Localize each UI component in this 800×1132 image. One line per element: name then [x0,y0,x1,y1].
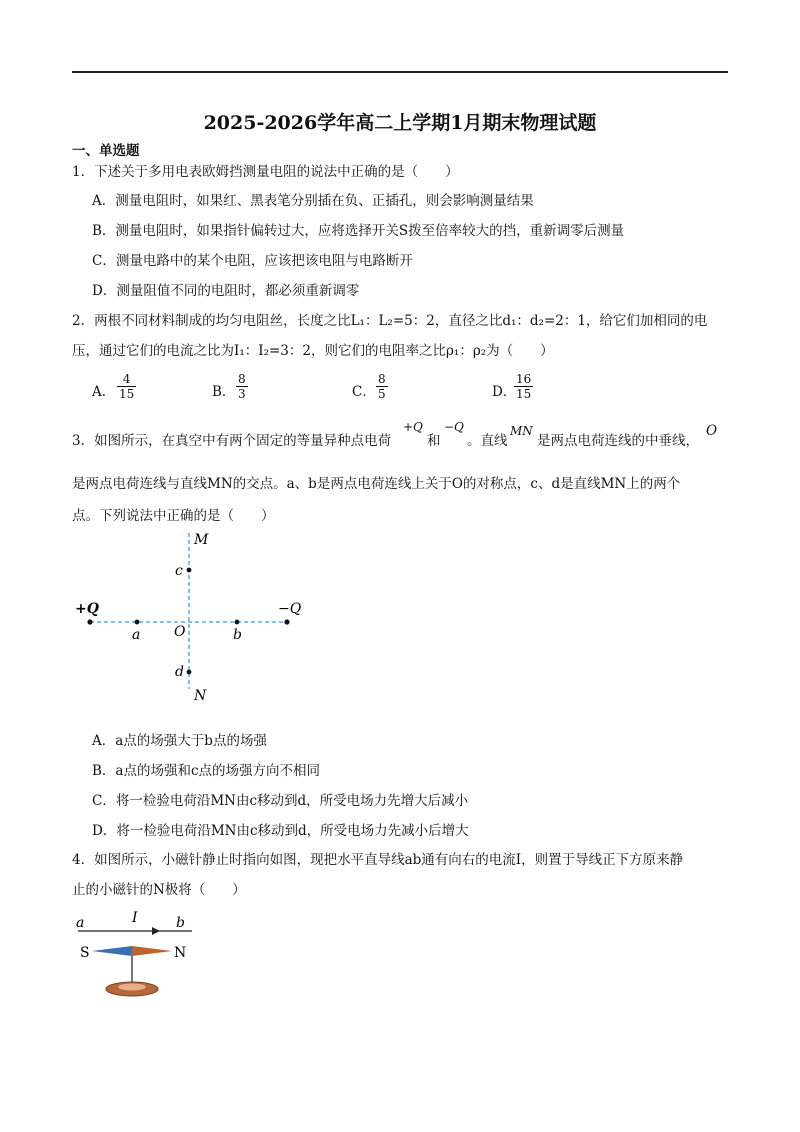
q2-option-d-fraction [514,372,533,401]
label-m: M [194,532,209,548]
q2-stem-line2: 压，通过它们的电流之比为I₁：I₂=3：2，则它们的电阻率之比ρ₁：ρ₂为（ ） [72,343,554,359]
fraction-numerator: 16 [516,372,532,386]
q2-option-d-label: D． [492,384,517,400]
q3-stem-line1-part1: 3．如图所示，在真空中有两个固定的等量异种点电荷 [72,433,392,449]
q2-stem-line1: 2．两根不同材料制成的均匀电阻丝，长度之比L₁：L₂=5：2，直径之比d₁：d₂=2：1，给它们加相同的电 [72,313,708,329]
q1-option-d: D．测量阻值不同的电阻时，都必须重新调零 [92,283,360,299]
header-rule [72,71,728,73]
q3-option-d: D．将一检验电荷沿MN由c移动到d，所受电场力先减小后增大 [92,823,469,839]
label-b: b [233,627,242,643]
q3-o: O [706,423,718,439]
q2-option-c-fraction [376,372,388,401]
label-d: d [175,664,184,680]
label-a: a [132,627,141,643]
q3-option-a: A．a点的场强大于b点的场强 [92,733,267,749]
fraction-denominator: 15 [119,387,135,401]
q2-option-b-label: B． [212,384,236,400]
point-c [187,568,192,573]
label-i: I [132,910,138,926]
q1-option-b: B．测量电阻时，如果指针偏转过大，应将选择开关S拨至倍率较大的挡，重新调零后测量 [92,223,625,239]
q1-option-c: C．测量电路中的某个电阻，应该把该电阻与电路断开 [92,253,413,269]
q2-option-c-label: C． [352,384,376,400]
label-s: S [80,945,90,961]
q4-stem-line2: 止的小磁针的N极将（ ） [72,882,246,898]
section-heading: 一、单选题 [72,143,140,159]
q4-stem-line1: 4．如图所示，小磁针静止时指向如图，现把水平直导线ab通有向右的电流I，则置于导线正下方原来静 [72,852,684,868]
label-n: N [174,945,187,961]
label-minus-q: −Q [278,601,302,617]
q3-option-c: C．将一检验电荷沿MN由c移动到d，所受电场力先增大后减小 [92,793,469,809]
q3-charges-figure [70,525,320,710]
q3-plus-q: +Q [403,420,423,434]
label-a: a [76,915,85,931]
point-d [187,670,192,675]
label-c: c [175,563,183,579]
fraction-denominator: 5 [378,387,386,401]
point-a [135,620,140,625]
q3-option-b: B．a点的场强和c点的场强方向不相同 [92,763,321,779]
q1-option-a: A．测量电阻时，如果红、黑表笔分别插在负、正插孔，则会影响测量结果 [92,193,534,209]
needle-south-half [92,946,132,956]
needle-north-half [132,946,172,956]
label-plus-q: +Q [75,601,99,617]
fraction-denominator: 15 [516,387,532,401]
q3-stem-line1-part2: 。直线 [467,433,508,449]
point-b [235,620,240,625]
q3-minus-q: −Q [444,420,464,434]
q2-option-b-fraction [236,372,248,401]
q3-stem-line1-part3: 是两点电荷连线的中垂线， [537,433,699,449]
q4-compass-figure [70,905,210,1005]
fraction-numerator: 4 [117,372,136,387]
q3-mn: MN [510,424,533,438]
plus-charge-point [87,619,92,624]
q3-he: 和 [427,433,441,449]
q2-option-a-fraction [117,372,136,401]
label-b: b [176,915,185,931]
q1-stem: 1．下述关于多用电表欧姆挡测量电阻的说法中正确的是（ ） [72,164,459,180]
fraction-denominator: 3 [238,387,246,401]
minus-charge-point [284,619,289,624]
fraction-numerator: 8 [378,372,386,386]
current-arrow-icon [152,927,160,935]
q2-option-a-label: A． [92,384,116,400]
fraction-numerator: 8 [238,372,246,386]
label-n: N [194,688,207,704]
compass-base-top [118,984,146,991]
q3-stem-line3: 点。下列说法中正确的是（ ） [72,508,275,524]
page-title: 2025-2026学年高二上学期1月期末物理试题 [203,112,597,134]
q3-stem-line2: 是两点电荷连线与直线MN的交点。a、b是两点电荷连线上关于O的对称点，c、d是直线MN上的两个 [72,476,681,492]
label-o: O [174,624,186,640]
